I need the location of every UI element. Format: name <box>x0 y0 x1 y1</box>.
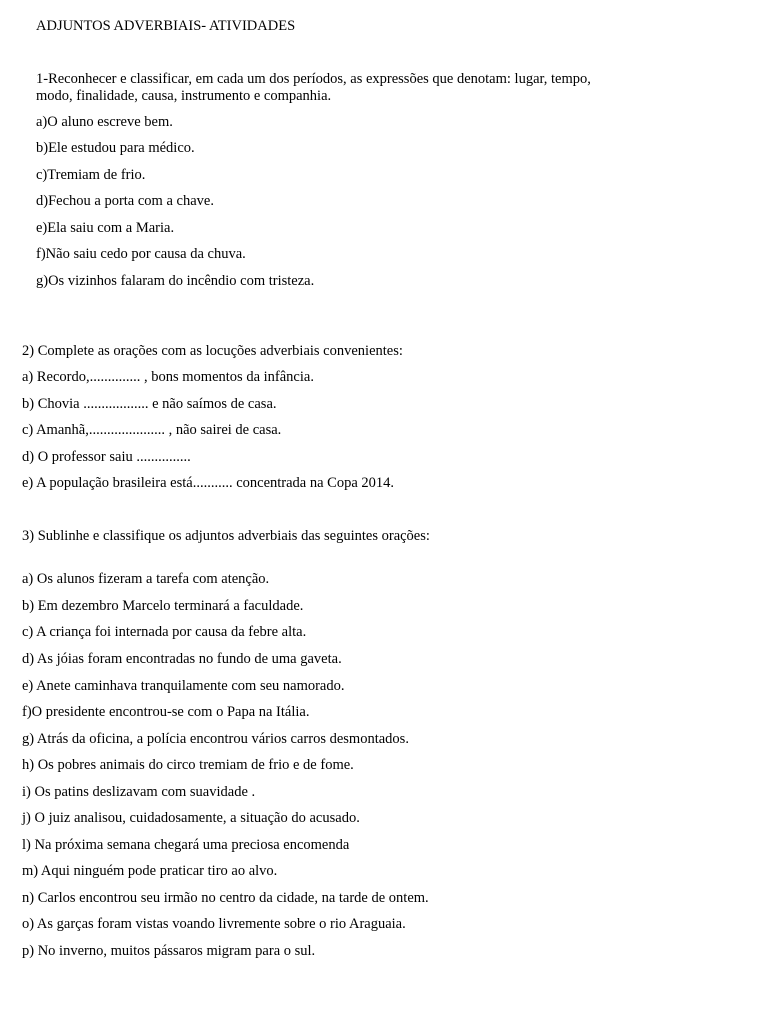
section1-item: g)Os vizinhos falaram do incêndio com tristeza. <box>36 273 315 289</box>
section1-instruction-line1: 1-Reconhecer e classificar, em cada um dos períodos, as expressões que denotam: lugar, tempo, <box>36 71 591 87</box>
section3-item: j) O juiz analisou, cuidadosamente, a situação do acusado. <box>22 810 360 826</box>
section3-item: c) A criança foi internada por causa da febre alta. <box>22 624 307 640</box>
section3-item: p) No inverno, muitos pássaros migram para o sul. <box>22 943 316 959</box>
section3-item: l) Na próxima semana chegará uma preciosa encomenda <box>22 837 350 853</box>
section1-item: c)Tremiam de frio. <box>36 167 146 183</box>
section1-instruction-line2: modo, finalidade, causa, instrumento e companhia. <box>36 88 332 104</box>
section1-item: b)Ele estudou para médico. <box>36 140 195 156</box>
section1-item: f)Não saiu cedo por causa da chuva. <box>36 246 246 262</box>
section3-item: d) As jóias foram encontradas no fundo de uma gaveta. <box>22 651 342 667</box>
section3-item: b) Em dezembro Marcelo terminará a faculdade. <box>22 598 304 614</box>
section2-item: e) A população brasileira está........... concentrada na Copa 2014. <box>22 475 395 491</box>
section2-item: b) Chovia .................. e não saímos de casa. <box>22 396 277 412</box>
section1-item: e)Ela saiu com a Maria. <box>36 220 175 236</box>
section3-item: o) As garças foram vistas voando livremente sobre o rio Araguaia. <box>22 916 406 932</box>
section3-item: f)O presidente encontrou-se com o Papa na Itália. <box>22 704 310 720</box>
section3-item: e) Anete caminhava tranquilamente com seu namorado. <box>22 678 345 694</box>
document-title: ADJUNTOS ADVERBIAIS- ATIVIDADES <box>36 18 296 34</box>
section1-item: a)O aluno escreve bem. <box>36 114 173 130</box>
section3-item: h) Os pobres animais do circo tremiam de frio e de fome. <box>22 757 354 773</box>
section3-item: i) Os patins deslizavam com suavidade . <box>22 784 256 800</box>
section1-item: d)Fechou a porta com a chave. <box>36 193 214 209</box>
section2-instruction: 2) Complete as orações com as locuções adverbiais convenientes: <box>22 343 403 359</box>
section2-item: a) Recordo,.............. , bons momentos da infância. <box>22 369 314 385</box>
section3-item: a) Os alunos fizeram a tarefa com atenção. <box>22 571 270 587</box>
section2-item: c) Amanhã,..................... , não sairei de casa. <box>22 422 282 438</box>
section3-instruction: 3) Sublinhe e classifique os adjuntos adverbiais das seguintes orações: <box>22 528 430 544</box>
section3-item: g) Atrás da oficina, a polícia encontrou vários carros desmontados. <box>22 731 409 747</box>
section3-item: n) Carlos encontrou seu irmão no centro da cidade, na tarde de ontem. <box>22 890 429 906</box>
section2-item: d) O professor saiu ............... <box>22 449 191 465</box>
section3-item: m) Aqui ninguém pode praticar tiro ao alvo. <box>22 863 278 879</box>
